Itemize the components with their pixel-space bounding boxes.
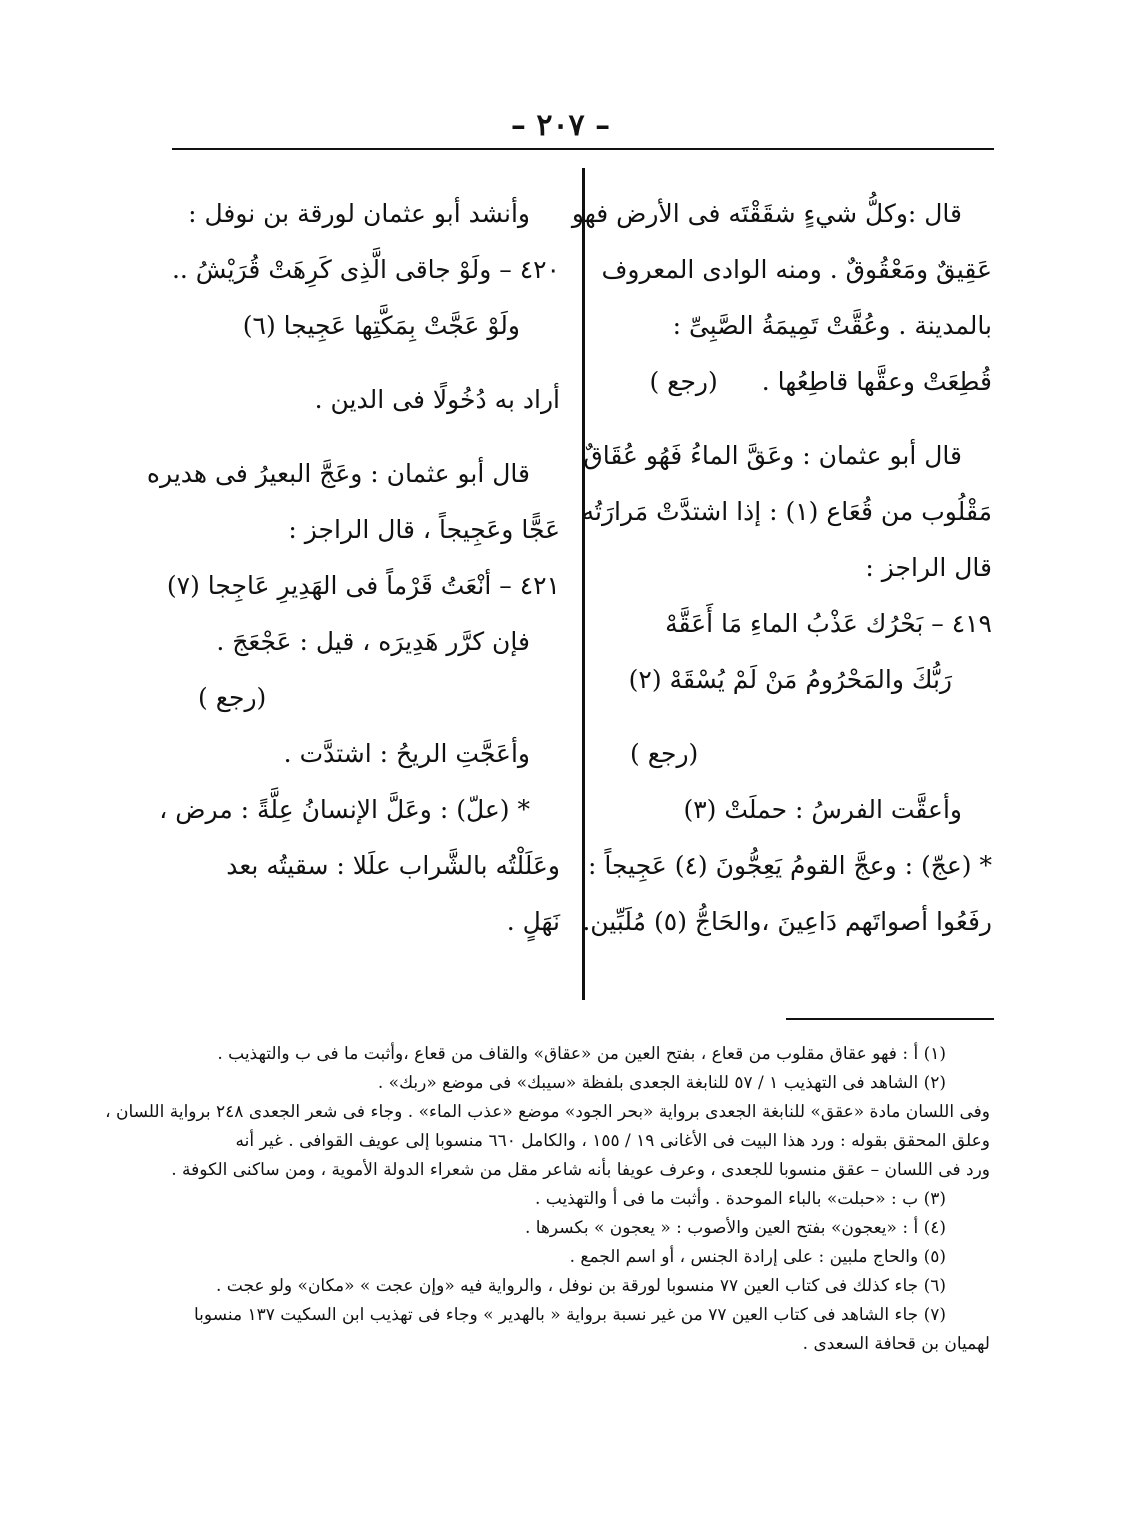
text-line: قال أبو عثمان : وعَقَّ الماءُ فَهُو عُقَاقٌ: [583, 441, 962, 470]
meter-label: (رجع ): [630, 739, 699, 768]
text-line: وأنشد أبو عثمان لورقة بن نوفل :: [188, 199, 530, 228]
footnote-line: ورد فى اللسان – عقق منسوبا للجعدى ، وعرف عويفا بأنه شاعر مقل من شعراء الدولة الأموية ، ومن ساكنى الكوفة .: [171, 1160, 990, 1180]
footnotes: [105, 1040, 990, 1359]
text-line: عَجًّا وعَجِيجاً ، قال الراجز :: [288, 515, 560, 544]
text-line: * (عجّ) : وعجَّ القومُ يَعِجُّونَ (٤) عَجِيجاً :: [588, 851, 992, 880]
verse-line: ٤٢١ – أنْعَتُ قَرْماً فى الهَدِيرِ عَاجِجا (٧): [166, 571, 560, 600]
footnote-line: (١) أ : فهو عقاق مقلوب من قعاع ، بفتح العين من «عقاق» والقاف من قعاع ،وأثبت ما فى ب والتهذيب .: [217, 1044, 946, 1064]
text-line: وعَلَلْتُه بالشَّراب علَلا : سقيتُه بعد: [226, 851, 560, 880]
verse-line: ولَوْ عَجَّتْ بِمَكَّتِها عَجِيجا (٦): [242, 311, 520, 340]
text-line: مَقْلُوب من قُعَاع (١) : إذا اشتدَّتْ مَرارَتُه: [581, 497, 992, 526]
footnote-line: (٢) الشاهد فى التهذيب ١ / ٥٧ للنابغة الجعدى بلفظة «سيبك» فى موضع «ربك» .: [377, 1073, 946, 1093]
text-line: أراد به دُخُولًا فى الدين .: [314, 385, 560, 414]
right-column: [571, 186, 992, 950]
meter-label: (رجع ): [649, 367, 718, 396]
column-divider: [582, 168, 585, 1000]
footnote-rule: [786, 1018, 994, 1020]
verse-line: ٤١٩ – بَحْرُك عَذْبُ الماءِ مَا أَعَقَّهْ: [665, 609, 992, 638]
footnote-line: (٤) أ : «يعجون» بفتح العين والأصوب : « يعجون » بكسرها .: [524, 1218, 946, 1238]
meter-label: (رجع ): [198, 683, 267, 712]
text-line: عَقِيقٌ ومَعْقُوقٌ . ومنه الوادى المعروف: [601, 255, 992, 284]
page-number: – ٢٠٧ –: [510, 108, 611, 143]
text-line: وأعقَّت الفرسُ : حملَتْ (٣): [683, 795, 962, 824]
footnote-line: وعلق المحقق بقوله : ورد هذا البيت فى الأغانى ١٩ / ١٥٥ ، والكامل ٦٦٠ منسوبا إلى عويف القوافى . غير أنه: [235, 1131, 990, 1151]
verse-line: رَبُّكَ والمَحْرُومُ مَنْ لَمْ يُسْقَهْ (٢): [628, 665, 952, 694]
text-line: [600, 354, 992, 410]
left-column: [146, 186, 560, 950]
text-line: * (علّ) : وعَلَّ الإنسانُ عِلَّةً : مرض ،: [159, 795, 530, 824]
text-line: رفَعُوا أصواتَهم دَاعِينَ ،والحَاجُّ (٥) مُلَبِّين.: [582, 907, 992, 936]
footnote-line: (٥) والحاج ملبين : على إرادة الجنس ، أو اسم الجمع .: [569, 1247, 946, 1267]
text-line: فإن كرَّر هَدِيرَه ، قيل : عَجْعَجَ .: [216, 627, 530, 656]
footnote-line: (٦) جاء كذلك فى كتاب العين ٧٧ منسوبا لورقة بن نوفل ، والرواية فيه «وإن عجت » «مكان» ولو عجت .: [215, 1276, 946, 1296]
verse-line: ٤٢٠ – ولَوْ جاقى الَّذِى كَرِهَتْ قُرَيْشُ ..: [171, 255, 560, 284]
footnote-line: (٧) جاء الشاهد فى كتاب العين ٧٧ من غير نسبة برواية « بالهدير » وجاء فى تهذيب ابن السكيت ١٣٧ منسوبا: [194, 1305, 946, 1325]
footnote-line: لهميان بن قحافة السعدى .: [802, 1334, 990, 1354]
text-line: قال :وكلُّ شيءٍ شقَقْتَه فى الأرض فهو: [571, 199, 962, 228]
text-line: بالمدينة . وعُقَّتْ تَمِيمَةُ الصَّبِىِّ :: [672, 311, 992, 340]
footnote-line: وفى اللسان مادة «عقق» للنابغة الجعدى برواية «بحر الجود» موضع «عذب الماء» . وجاء فى شعر الجعدى ٢٤٨ برواية اللسان ،: [105, 1102, 990, 1122]
text-line: قال الراجز :: [865, 553, 992, 582]
text-line: نَهَلٍ .: [506, 907, 560, 936]
header-rule: [172, 148, 994, 150]
text-segment: قُطِعَتْ وعقَّها قاطِعُها .: [761, 367, 992, 396]
footnote-line: (٣) ب : «حبلت» بالباء الموحدة . وأثبت ما فى أ والتهذيب .: [534, 1189, 946, 1209]
text-line: قال أبو عثمان : وعَجَّ البعيرُ فى هديره: [146, 459, 530, 488]
text-line: وأعَجَّتِ الريحُ : اشتدَّت .: [283, 739, 530, 768]
